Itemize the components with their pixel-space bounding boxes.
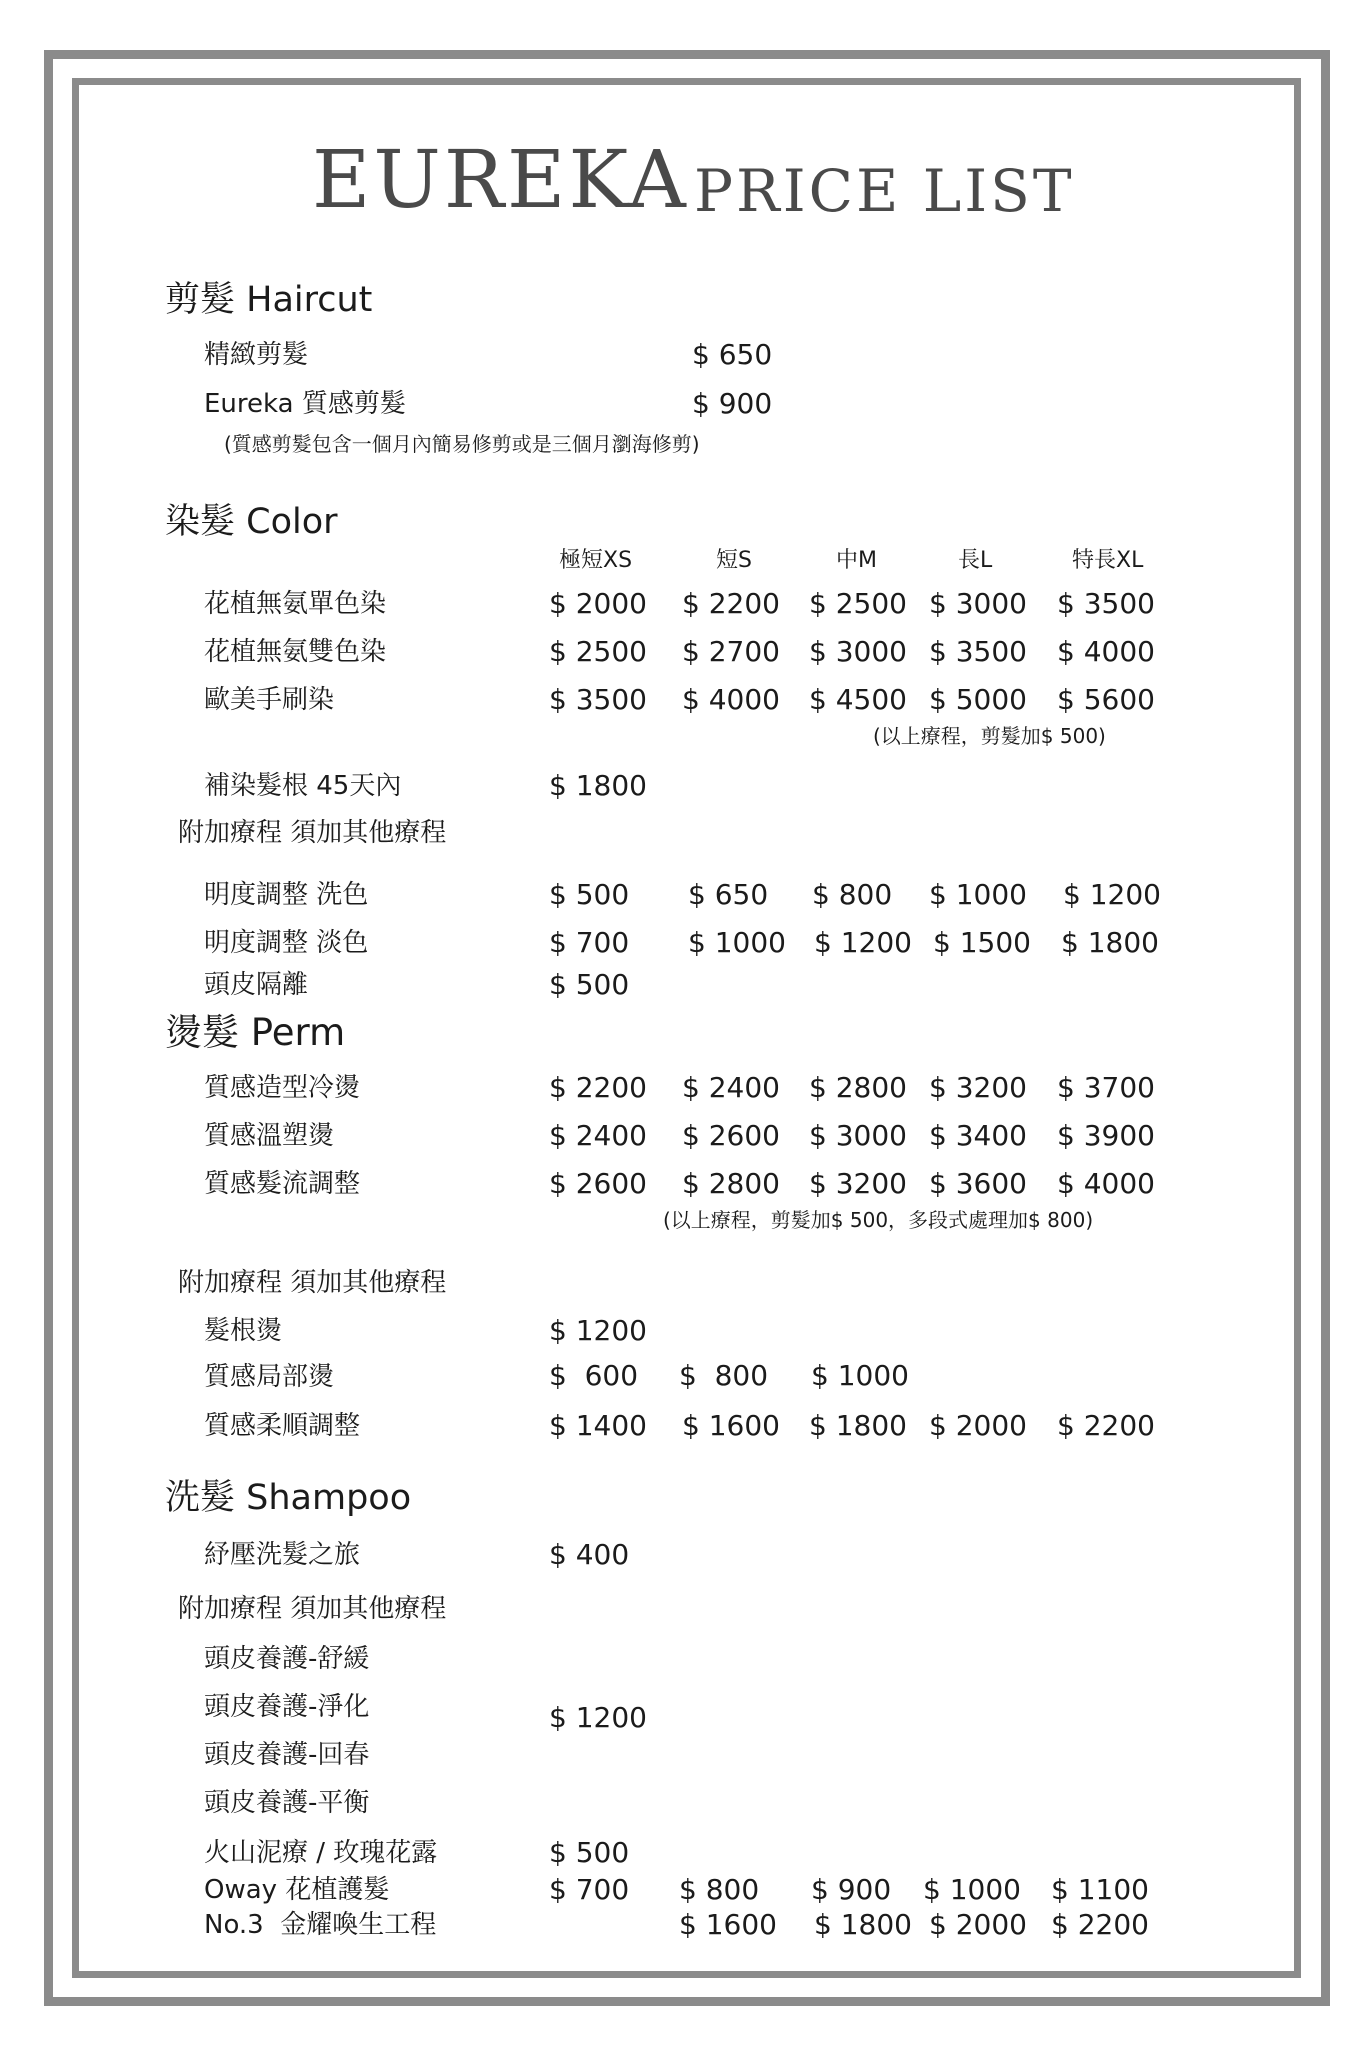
extra-price: $ 1000 xyxy=(923,1873,1021,1906)
perm-addon-price: $ 2200 xyxy=(1057,1409,1155,1442)
perm-price: $ 2200 xyxy=(549,1071,647,1104)
perm-item-name: 質感髮流調整 xyxy=(204,1169,361,1199)
color-addon-name: 明度調整 淡色 xyxy=(204,928,369,958)
color-addon-price: $ 650 xyxy=(688,878,769,911)
extra-item-name: Oway 花植護髮 xyxy=(204,1875,390,1905)
perm-price: $ 3400 xyxy=(929,1119,1027,1152)
perm-addon-name: 質感柔順調整 xyxy=(204,1411,361,1441)
extra-item-name: No.3 金耀喚生工程 xyxy=(204,1910,437,1940)
root-touchup-name: 補染髮根 45天內 xyxy=(204,771,402,801)
extra-price: $ 500 xyxy=(549,1836,630,1869)
perm-price: $ 2600 xyxy=(682,1119,780,1152)
color-addon-price: $ 1800 xyxy=(1061,926,1159,959)
perm-price: $ 4000 xyxy=(1057,1167,1155,1200)
root-touchup-price: $ 1800 xyxy=(549,769,647,802)
size-header: 短S xyxy=(716,548,752,573)
perm-addon-price: $ 1000 xyxy=(811,1359,909,1392)
extra-price: $ 2200 xyxy=(1051,1908,1149,1941)
perm-addon-price: $ 800 xyxy=(679,1359,769,1392)
color-addon-price: $ 500 xyxy=(549,878,630,911)
perm-price: $ 2800 xyxy=(809,1071,907,1104)
perm-price: $ 2600 xyxy=(549,1167,647,1200)
scalp-care-item: 頭皮養護-舒緩 xyxy=(204,1644,370,1674)
haircut-note: (質感剪髮包含一個月內簡易修剪或是三個月瀏海修剪) xyxy=(224,432,700,456)
extra-price: $ 900 xyxy=(811,1873,892,1906)
color-price: $ 4000 xyxy=(682,683,780,716)
color-addon-name: 明度調整 洗色 xyxy=(204,880,369,910)
color-item-name: 歐美手刷染 xyxy=(204,685,335,715)
color-addon-price: $ 1200 xyxy=(1063,878,1161,911)
color-price: $ 2500 xyxy=(549,635,647,668)
color-note: (以上療程，剪髮加$ 500) xyxy=(873,724,1106,748)
extra-price: $ 2000 xyxy=(929,1908,1027,1941)
size-header: 中M xyxy=(836,548,877,573)
perm-addon-name: 髮根燙 xyxy=(204,1316,283,1346)
perm-price: $ 3200 xyxy=(809,1167,907,1200)
color-addon-name: 頭皮隔離 xyxy=(204,970,309,1000)
perm-addon-price: $ 600 xyxy=(549,1359,639,1392)
color-price: $ 3000 xyxy=(809,635,907,668)
extra-price: $ 800 xyxy=(679,1873,760,1906)
perm-price: $ 3000 xyxy=(809,1119,907,1152)
perm-price: $ 2400 xyxy=(549,1119,647,1152)
color-heading: 染髮 Color xyxy=(165,502,338,542)
brand-title: EUREKA xyxy=(312,133,689,226)
color-price: $ 3000 xyxy=(929,587,1027,620)
color-price: $ 2500 xyxy=(809,587,907,620)
perm-addon-price: $ 1600 xyxy=(682,1409,780,1442)
haircut-item-price: $ 650 xyxy=(692,338,773,371)
haircut-item-name: Eureka 質感剪髮 xyxy=(204,389,406,419)
color-addon-price: $ 1500 xyxy=(933,926,1031,959)
perm-price: $ 3600 xyxy=(929,1167,1027,1200)
color-price: $ 2700 xyxy=(682,635,780,668)
color-item-name: 花植無氨單色染 xyxy=(204,589,387,619)
haircut-heading: 剪髮 Haircut xyxy=(165,280,373,320)
perm-addon-heading: 附加療程 須加其他療程 xyxy=(178,1268,447,1298)
perm-price: $ 3700 xyxy=(1057,1071,1155,1104)
extra-price: $ 1800 xyxy=(814,1908,912,1941)
price-list-title: PRICE LIST xyxy=(694,157,1075,225)
scalp-care-item: 頭皮養護-淨化 xyxy=(204,1692,370,1722)
color-price: $ 2200 xyxy=(682,587,780,620)
color-price: $ 3500 xyxy=(1057,587,1155,620)
color-addon-heading: 附加療程 須加其他療程 xyxy=(178,818,447,848)
shampoo-addon-heading: 附加療程 須加其他療程 xyxy=(178,1594,447,1624)
color-addon-price: $ 700 xyxy=(549,926,630,959)
color-price: $ 3500 xyxy=(549,683,647,716)
color-price: $ 5600 xyxy=(1057,683,1155,716)
haircut-item-price: $ 900 xyxy=(692,387,773,420)
color-item-name: 花植無氨雙色染 xyxy=(204,637,387,667)
perm-note: (以上療程，剪髮加$ 500，多段式處理加$ 800) xyxy=(663,1208,1094,1232)
color-price: $ 2000 xyxy=(549,587,647,620)
extra-item-name: 火山泥療 / 玫瑰花露 xyxy=(204,1838,438,1868)
scalp-care-item: 頭皮養護-回春 xyxy=(204,1740,370,1770)
perm-heading: 燙髮 Perm xyxy=(165,1011,346,1054)
extra-price: $ 700 xyxy=(549,1873,630,1906)
color-addon-price: $ 800 xyxy=(812,878,893,911)
perm-addon-price: $ 2000 xyxy=(929,1409,1027,1442)
shampoo-item-name: 紓壓洗髮之旅 xyxy=(204,1540,361,1570)
color-price: $ 4500 xyxy=(809,683,907,716)
color-addon-price: $ 1200 xyxy=(814,926,912,959)
color-price: $ 5000 xyxy=(929,683,1027,716)
extra-price: $ 1100 xyxy=(1051,1873,1149,1906)
perm-price: $ 3900 xyxy=(1057,1119,1155,1152)
color-addon-price: $ 500 xyxy=(549,968,630,1001)
perm-addon-price: $ 1200 xyxy=(549,1314,647,1347)
scalp-care-price: $ 1200 xyxy=(549,1701,647,1734)
perm-addon-price: $ 1400 xyxy=(549,1409,647,1442)
perm-item-name: 質感造型冷燙 xyxy=(204,1073,361,1103)
haircut-item-name: 精緻剪髮 xyxy=(204,340,309,370)
shampoo-heading: 洗髮 Shampoo xyxy=(165,1478,412,1518)
extra-price: $ 1600 xyxy=(679,1908,777,1941)
size-header: 長L xyxy=(958,548,993,573)
shampoo-item-price: $ 400 xyxy=(549,1538,630,1571)
perm-price: $ 2400 xyxy=(682,1071,780,1104)
perm-price: $ 2800 xyxy=(682,1167,780,1200)
perm-price: $ 3200 xyxy=(929,1071,1027,1104)
perm-addon-name: 質感局部燙 xyxy=(204,1362,335,1392)
scalp-care-item: 頭皮養護-平衡 xyxy=(204,1788,370,1818)
perm-addon-price: $ 1800 xyxy=(809,1409,907,1442)
perm-item-name: 質感溫塑燙 xyxy=(204,1121,335,1151)
color-addon-price: $ 1000 xyxy=(929,878,1027,911)
color-price: $ 3500 xyxy=(929,635,1027,668)
size-header: 特長XL xyxy=(1072,548,1144,573)
color-addon-price: $ 1000 xyxy=(688,926,786,959)
size-header: 極短XS xyxy=(559,548,633,573)
color-price: $ 4000 xyxy=(1057,635,1155,668)
